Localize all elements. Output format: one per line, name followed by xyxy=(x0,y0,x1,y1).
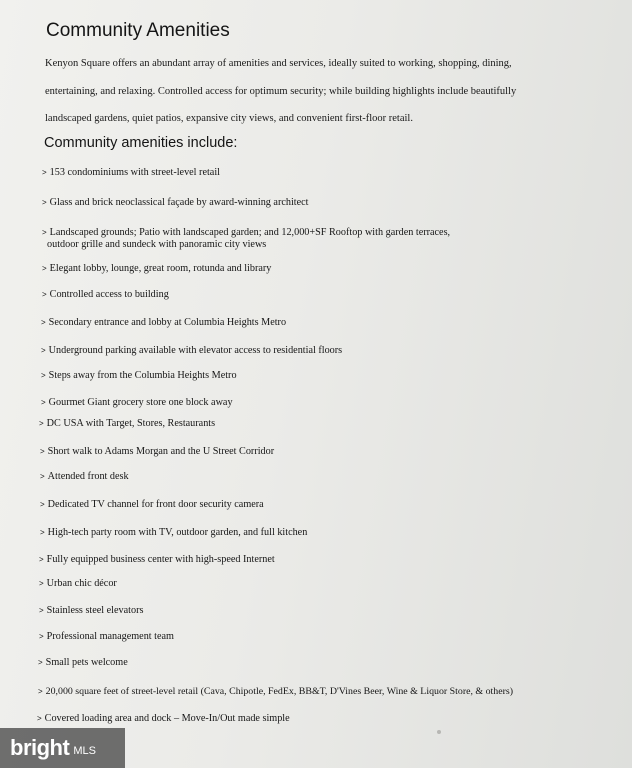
bullet-marker: > xyxy=(39,632,44,641)
bullet-marker: > xyxy=(41,318,46,327)
list-item xyxy=(41,370,237,382)
list-item xyxy=(41,397,233,409)
bullet-marker: > xyxy=(42,168,47,177)
bullet-marker: > xyxy=(42,264,47,273)
watermark-logo-suffix: MLS xyxy=(73,745,96,757)
bullet-marker: > xyxy=(40,472,45,481)
list-item xyxy=(39,605,143,617)
list-item xyxy=(42,167,220,179)
list-item-text: DC USA with Target, Stores, Restaurants xyxy=(46,418,216,429)
list-item xyxy=(39,554,275,566)
bullet-marker: > xyxy=(38,658,43,667)
bullet-marker: > xyxy=(41,398,46,407)
bullet-marker: > xyxy=(37,714,42,723)
list-item-text: Covered loading area and dock – Move-In/Out made simple xyxy=(44,713,290,724)
bullet-marker: > xyxy=(42,198,47,207)
list-item xyxy=(39,418,215,430)
list-item-text: Urban chic décor xyxy=(46,578,117,589)
list-item-text: Fully equipped business center with high-speed Internet xyxy=(46,554,275,565)
mls-watermark xyxy=(0,728,125,768)
list-item xyxy=(42,227,450,251)
bullet-marker: > xyxy=(38,687,43,696)
list-item-text: Attended front desk xyxy=(47,471,129,482)
intro-line: Kenyon Square offers an abundant array of amenities and services, ideally suited to working, shopping, dining, xyxy=(45,58,512,69)
list-item-text: Steps away from the Columbia Heights Metro xyxy=(48,370,237,381)
list-item xyxy=(42,263,271,275)
list-item-text: Elegant lobby, lounge, great room, rotunda and library xyxy=(49,263,272,274)
bullet-marker: > xyxy=(39,419,44,428)
bullet-marker: > xyxy=(42,228,47,237)
list-item-continuation: outdoor grille and sundeck with panoramic city views xyxy=(47,239,267,250)
list-item-text: Short walk to Adams Morgan and the U Street Corridor xyxy=(47,446,275,457)
list-item-text: Underground parking available with elevator access to residential floors xyxy=(48,345,343,356)
list-item-text: Small pets welcome xyxy=(45,657,128,668)
intro-line: landscaped gardens, quiet patios, expansive city views, and convenient first-floor retail. xyxy=(45,113,413,124)
list-item xyxy=(42,289,169,301)
bullet-marker: > xyxy=(40,528,45,537)
intro-paragraph xyxy=(45,50,585,133)
bullet-marker: > xyxy=(41,346,46,355)
bullet-marker: > xyxy=(42,290,47,299)
bullet-marker: > xyxy=(39,579,44,588)
list-item-text: Landscaped grounds; Patio with landscaped garden; and 12,000+SF Rooftop with garden terraces, xyxy=(49,227,451,238)
bullet-marker: > xyxy=(39,555,44,564)
page-title: Community Amenities xyxy=(46,20,230,41)
watermark-logo-word: bright xyxy=(10,735,70,760)
paper-speck xyxy=(437,730,441,734)
list-item-text: Secondary entrance and lobby at Columbia Heights Metro xyxy=(48,317,287,328)
list-item xyxy=(41,317,286,329)
list-item xyxy=(38,657,128,669)
list-item xyxy=(41,345,342,357)
list-item xyxy=(40,499,264,511)
list-item xyxy=(37,713,290,725)
list-item-text: High-tech party room with TV, outdoor garden, and full kitchen xyxy=(47,527,308,538)
bullet-marker: > xyxy=(39,606,44,615)
list-item-text: 20,000 square feet of street-level retail (Cava, Chipotle, FedEx, BB&T, D'Vines Beer, Wine & Liquor Store, & others) xyxy=(45,686,513,697)
list-item-text: Professional management team xyxy=(46,631,174,642)
bullet-marker: > xyxy=(40,447,45,456)
list-item xyxy=(40,471,129,483)
section-heading: Community amenities include: xyxy=(44,135,238,151)
bullet-marker: > xyxy=(40,500,45,509)
list-item-text: Gourmet Giant grocery store one block away xyxy=(48,397,233,408)
list-item xyxy=(39,578,117,590)
list-item xyxy=(38,686,513,698)
list-item-text: Controlled access to building xyxy=(49,289,169,300)
list-item-text: Glass and brick neoclassical façade by award-winning architect xyxy=(49,197,309,208)
bullet-marker: > xyxy=(41,371,46,380)
intro-line: entertaining, and relaxing. Controlled access for optimum security; while building highlights include beautifully xyxy=(45,85,517,97)
list-item-text: Dedicated TV channel for front door security camera xyxy=(47,499,264,510)
list-item xyxy=(40,446,274,458)
list-item-text: 153 condominiums with street-level retail xyxy=(49,167,220,178)
list-item xyxy=(39,631,174,643)
list-item-text: Stainless steel elevators xyxy=(46,605,144,616)
list-item xyxy=(40,527,307,539)
list-item xyxy=(42,197,309,209)
